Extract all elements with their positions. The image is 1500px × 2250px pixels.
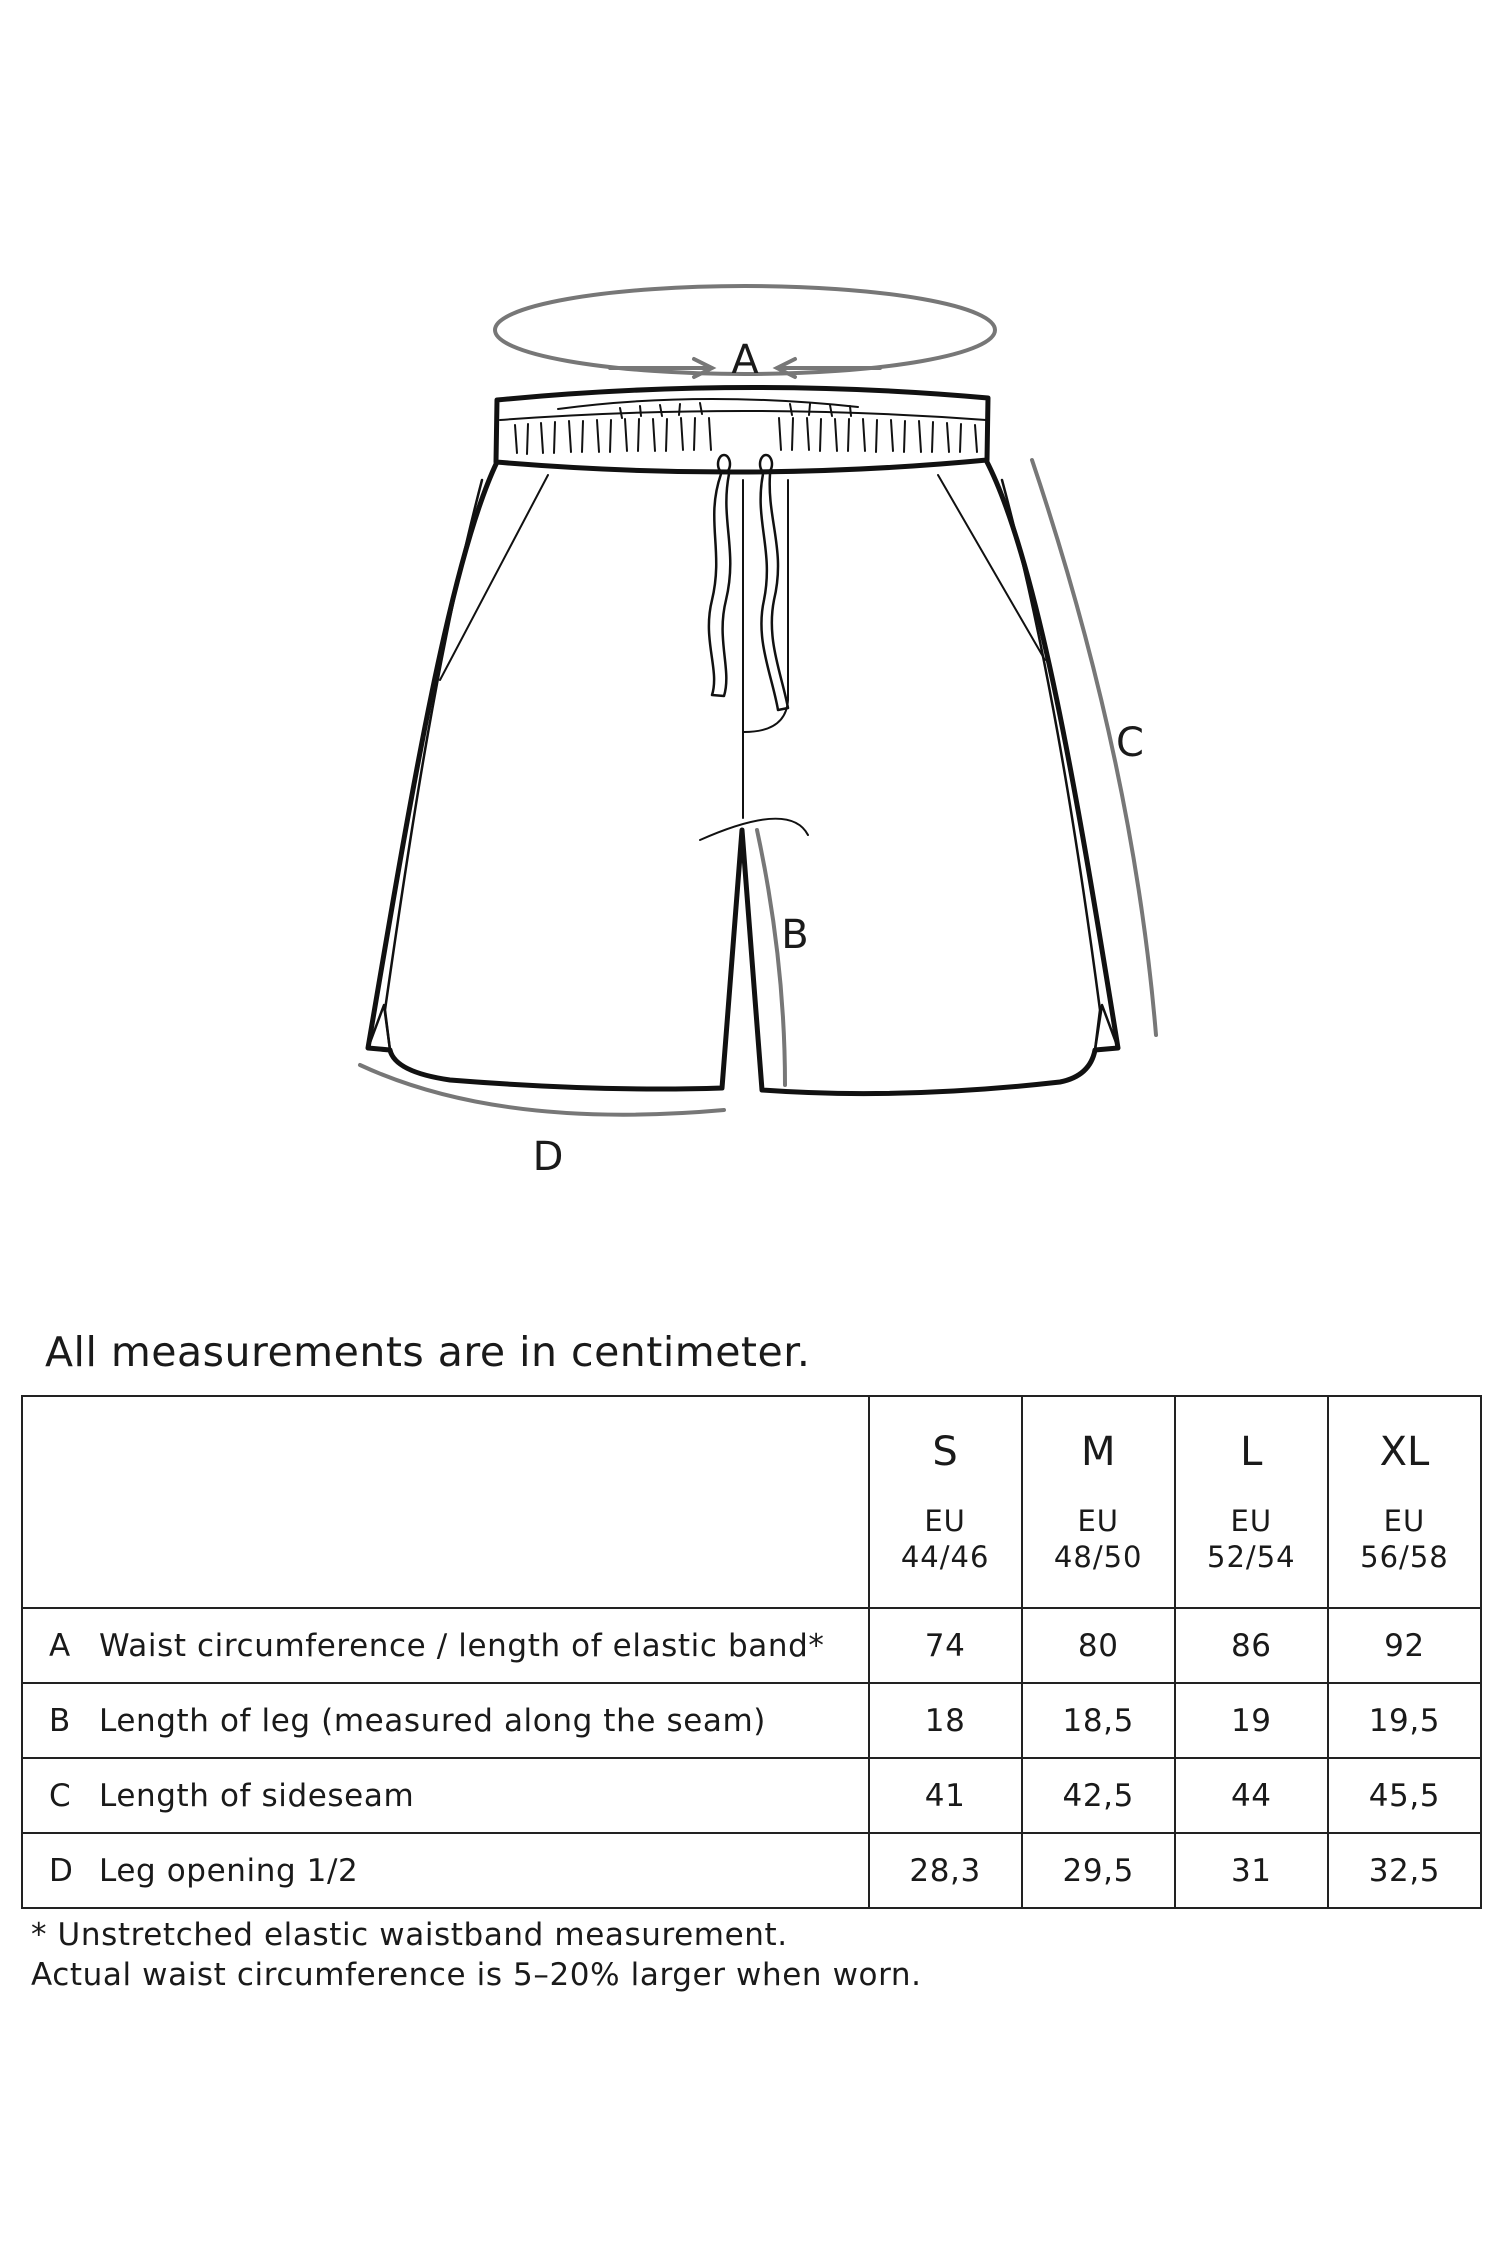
row-description [22, 1758, 869, 1833]
table-cell: 18 [869, 1683, 1022, 1758]
table-cell: 86 [1175, 1608, 1328, 1683]
table-cell: 41 [869, 1758, 1022, 1833]
table-row-b [22, 1683, 1481, 1758]
size-name: XL [1379, 1429, 1430, 1475]
header-empty-cell [22, 1396, 869, 1608]
size-eu-range: 44/46 [900, 1540, 990, 1574]
row-letter: D [49, 1852, 73, 1889]
row-description [22, 1833, 869, 1908]
drawstring [709, 455, 788, 710]
table-cell: 31 [1175, 1833, 1328, 1908]
row-description [22, 1608, 869, 1683]
table-row-d [22, 1833, 1481, 1908]
size-header-l [1175, 1396, 1328, 1608]
label-b: B [781, 912, 809, 958]
size-name: S [932, 1429, 958, 1475]
table-cell: 44 [1175, 1758, 1328, 1833]
row-letter: B [49, 1702, 71, 1739]
row-letter: A [49, 1627, 71, 1664]
table-cell: 19,5 [1328, 1683, 1481, 1758]
table-cell: 19 [1175, 1683, 1328, 1758]
size-header-s [869, 1396, 1022, 1608]
size-eu-label: EU [1383, 1504, 1426, 1538]
row-label: Leg opening 1/2 [99, 1852, 359, 1889]
table-cell: 18,5 [1022, 1683, 1175, 1758]
waist-arrow-right [777, 359, 880, 377]
footnote [31, 1915, 922, 1995]
size-header-xl [1328, 1396, 1481, 1608]
row-letter: C [49, 1777, 71, 1814]
table-cell: 28,3 [869, 1833, 1022, 1908]
row-description [22, 1683, 869, 1758]
size-header-row [22, 1396, 1481, 1608]
row-label: Length of sideseam [99, 1777, 415, 1814]
label-a: A [731, 337, 759, 383]
pocket-right [938, 475, 1045, 660]
size-eu-label: EU [1077, 1504, 1119, 1538]
shorts-outline [368, 387, 1118, 1093]
waist-arrow-left [610, 359, 712, 377]
size-eu-range: 56/58 [1360, 1540, 1449, 1574]
row-label: Waist circumference / length of elastic band* [99, 1627, 825, 1664]
label-d: D [532, 1134, 564, 1180]
table-row-c [22, 1758, 1481, 1833]
footnote-line-1: * Unstretched elastic waistband measurement. [31, 1917, 788, 1953]
size-table [21, 1395, 1482, 1909]
row-label: Length of leg (measured along the seam) [99, 1702, 766, 1739]
size-name: L [1240, 1429, 1263, 1475]
table-cell: 80 [1022, 1608, 1175, 1683]
size-eu-label: EU [924, 1504, 966, 1538]
table-cell: 32,5 [1328, 1833, 1481, 1908]
size-name: M [1080, 1429, 1116, 1475]
measurement-caption: All measurements are in centimeter. [45, 1328, 811, 1376]
size-eu-label: EU [1230, 1504, 1273, 1538]
size-header-m [1022, 1396, 1175, 1608]
table-cell: 29,5 [1022, 1833, 1175, 1908]
size-eu-range: 48/50 [1053, 1540, 1143, 1574]
label-c: C [1116, 720, 1144, 766]
table-row-a [22, 1608, 1481, 1683]
table-cell: 74 [869, 1608, 1022, 1683]
table-cell: 42,5 [1022, 1758, 1175, 1833]
footnote-line-2: Actual waist circumference is 5–20% larger when worn. [31, 1957, 922, 1993]
size-eu-range: 52/54 [1207, 1540, 1296, 1574]
table-cell: 45,5 [1328, 1758, 1481, 1833]
table-cell: 92 [1328, 1608, 1481, 1683]
